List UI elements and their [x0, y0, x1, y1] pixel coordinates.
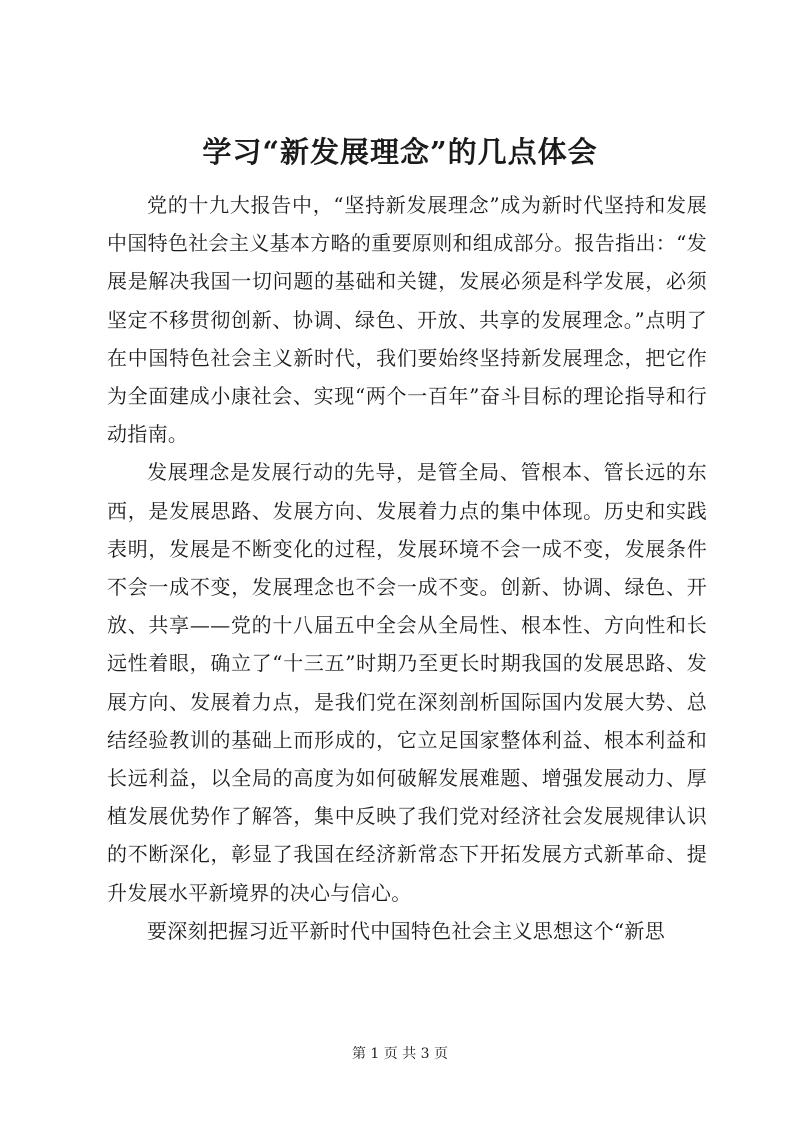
paragraph-2: 发展理念是发展行动的先导，是管全局、管根本、管长远的东西，是发展思路、发展方向、发展着力点的集中体现。历史和实践表明，发展是不断变化的过程，发展环境不会一成不变，发展条件不会一成不变，发展理念也不会一成不变。创新、协调、绿色、开放、共享——党的十八届五中全会从全局性、根本性、方向性和长远性着眼，确立了“十三五”时期乃至更长时期我国的发展思路、发展方向、发展着力点，是我们党在深刻剖析国际国内发展大势、总结经验教训的基础上而形成的，它立足国家整体利益、根本利益和长远利益，以全局的高度为如何破解发展难题、增强发展动力、厚植发展优势作了解答，集中反映了我们党对经济社会发展规律认识的不断深化，彰显了我国在经济新常态下开拓发展方式新革命、提升发展水平新境界的决心与信心。 — [107, 460, 707, 905]
page-footer: 第 1 页 共 3 页 — [351, 1046, 449, 1062]
paragraph-1: 党的十九大报告中，“坚持新发展理念”成为新时代坚持和发展中国特色社会主义基本方略的重要原则和组成部分。报告指出：“发展是解决我国一切问题的基础和关键，发展必须是科学发展，必须坚定不移贯彻创新、协调、绿色、开放、共享的发展理念。”点明了在中国特色社会主义新时代，我们要始终坚持新发展理念，把它作为全面建成小康社会、实现“两个一百年”奋斗目标的理论指导和行动指南。 — [107, 193, 707, 447]
document-body — [107, 186, 707, 950]
paragraph-3: 要深刻把握习近平新时代中国特色社会主义思想这个“新思 — [147, 918, 666, 943]
document-title: 学习“新发展理念”的几点体会 — [202, 135, 598, 169]
